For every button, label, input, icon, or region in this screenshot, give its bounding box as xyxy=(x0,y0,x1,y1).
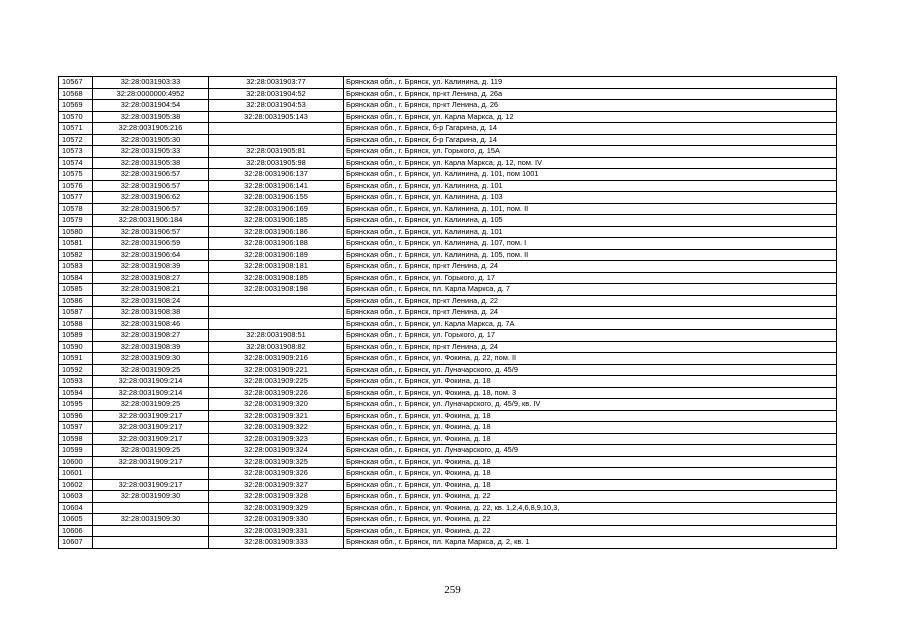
object-number-cell: 32:28:0031906:188 xyxy=(209,238,344,250)
address-cell: Брянская обл., г. Брянск, ул. Горького, д. 17 xyxy=(344,330,837,342)
address-cell: Брянская обл., г. Брянск, ул. Фокина, д. 18 xyxy=(344,433,837,445)
row-index-cell: 10592 xyxy=(59,364,93,376)
row-index-cell: 10589 xyxy=(59,330,93,342)
cadastral-number-cell: 32:28:0031909:25 xyxy=(93,399,209,411)
row-index-cell: 10570 xyxy=(59,111,93,123)
address-cell: Брянская обл., г. Брянск, ул. Фокина, д. 22, кв. 1,2,4,6,8,9,10,3, xyxy=(344,502,837,514)
cadastral-number-cell: 32:28:0031909:25 xyxy=(93,445,209,457)
table-row xyxy=(59,88,837,100)
address-cell: Брянская обл., г. Брянск, ул. Луначарского, д. 45/9 xyxy=(344,445,837,457)
cadastral-number-cell: 32:28:0031908:39 xyxy=(93,261,209,273)
cadastral-number-cell: 32:28:0031905:38 xyxy=(93,111,209,123)
row-index-cell: 10583 xyxy=(59,261,93,273)
object-number-cell xyxy=(209,318,344,330)
object-number-cell: 32:28:0031909:328 xyxy=(209,491,344,503)
cadastral-number-cell: 32:28:0031908:27 xyxy=(93,272,209,284)
address-cell: Брянская обл., г. Брянск, ул. Карла Маркса, д. 7А xyxy=(344,318,837,330)
address-cell: Брянская обл., г. Брянск, ул. Фокина, д. 22 xyxy=(344,525,837,537)
address-cell: Брянская обл., г. Брянск, ул. Фокина, д. 18 xyxy=(344,456,837,468)
cadastral-number-cell: 32:28:0031903:33 xyxy=(93,77,209,89)
table-row xyxy=(59,410,837,422)
object-number-cell: 32:28:0031909:330 xyxy=(209,514,344,526)
cadastral-number-cell: 32:28:0031906:57 xyxy=(93,169,209,181)
row-index-cell: 10580 xyxy=(59,226,93,238)
object-number-cell xyxy=(209,307,344,319)
table-row xyxy=(59,295,837,307)
address-cell: Брянская обл., г. Брянск, ул. Фокина, д. 22, пом. II xyxy=(344,353,837,365)
table-row xyxy=(59,468,837,480)
table-row xyxy=(59,203,837,215)
row-index-cell: 10603 xyxy=(59,491,93,503)
cadastral-number-cell: 32:28:0031905:30 xyxy=(93,134,209,146)
table-row xyxy=(59,399,837,411)
object-number-cell xyxy=(209,123,344,135)
row-index-cell: 10573 xyxy=(59,146,93,158)
row-index-cell: 10572 xyxy=(59,134,93,146)
object-number-cell: 32:28:0031909:333 xyxy=(209,537,344,549)
address-cell: Брянская обл., г. Брянск, ул. Горького, д. 17 xyxy=(344,272,837,284)
cadastral-number-cell: 32:28:0031904:54 xyxy=(93,100,209,112)
address-cell: Брянская обл., г. Брянск, ул. Калинина, д. 107, пом. I xyxy=(344,238,837,250)
cadastral-number-cell: 32:28:0031908:38 xyxy=(93,307,209,319)
address-cell: Брянская обл., г. Брянск, пр-кт Ленина, д. 22 xyxy=(344,295,837,307)
table-row xyxy=(59,238,837,250)
cadastral-table xyxy=(58,76,837,549)
object-number-cell: 32:28:0031908:198 xyxy=(209,284,344,296)
object-number-cell: 32:28:0031906:141 xyxy=(209,180,344,192)
row-index-cell: 10602 xyxy=(59,479,93,491)
cadastral-number-cell: 32:28:0031906:64 xyxy=(93,249,209,261)
cadastral-number-cell: 32:28:0031909:217 xyxy=(93,456,209,468)
address-cell: Брянская обл., г. Брянск, б-р Гагарина, д. 14 xyxy=(344,134,837,146)
table-row xyxy=(59,307,837,319)
cadastral-number-cell: 32:28:0031908:39 xyxy=(93,341,209,353)
address-cell: Брянская обл., г. Брянск, ул. Калинина, д. 105 xyxy=(344,215,837,227)
row-index-cell: 10579 xyxy=(59,215,93,227)
table-body xyxy=(59,77,837,549)
address-cell: Брянская обл., г. Брянск, пл. Карла Маркса, д. 7 xyxy=(344,284,837,296)
row-index-cell: 10588 xyxy=(59,318,93,330)
cadastral-number-cell: 32:28:0031909:30 xyxy=(93,514,209,526)
address-cell: Брянская обл., г. Брянск, пр-кт Ленина, д. 24 xyxy=(344,261,837,273)
cadastral-number-cell: 32:28:0031906:62 xyxy=(93,192,209,204)
table-row xyxy=(59,433,837,445)
table-row xyxy=(59,146,837,158)
object-number-cell: 32:28:0031908:82 xyxy=(209,341,344,353)
row-index-cell: 10600 xyxy=(59,456,93,468)
row-index-cell: 10606 xyxy=(59,525,93,537)
cadastral-number-cell: 32:28:0031908:27 xyxy=(93,330,209,342)
table-row xyxy=(59,111,837,123)
row-index-cell: 10586 xyxy=(59,295,93,307)
object-number-cell: 32:28:0031909:324 xyxy=(209,445,344,457)
address-cell: Брянская обл., г. Брянск, ул. Горького, д. 15А xyxy=(344,146,837,158)
table-row xyxy=(59,123,837,135)
address-cell: Брянская обл., г. Брянск, ул. Фокина, д. 18 xyxy=(344,410,837,422)
row-index-cell: 10575 xyxy=(59,169,93,181)
address-cell: Брянская обл., г. Брянск, пр-кт Ленина, д. 26а xyxy=(344,88,837,100)
table-row xyxy=(59,249,837,261)
object-number-cell: 32:28:0031909:225 xyxy=(209,376,344,388)
cadastral-number-cell xyxy=(93,502,209,514)
object-number-cell: 32:28:0031906:155 xyxy=(209,192,344,204)
row-index-cell: 10569 xyxy=(59,100,93,112)
address-cell: Брянская обл., г. Брянск, ул. Калинина, д. 101, пом. II xyxy=(344,203,837,215)
object-number-cell: 32:28:0031908:185 xyxy=(209,272,344,284)
address-cell: Брянская обл., г. Брянск, ул. Калинина, д. 101 xyxy=(344,226,837,238)
table-row xyxy=(59,525,837,537)
address-cell: Брянская обл., г. Брянск, ул. Фокина, д. 18, пом. 3 xyxy=(344,387,837,399)
address-cell: Брянская обл., г. Брянск, пл. Карла Маркса, д. 2, кв. 1 xyxy=(344,537,837,549)
cadastral-number-cell: 32:28:0031905:216 xyxy=(93,123,209,135)
row-index-cell: 10593 xyxy=(59,376,93,388)
table-row xyxy=(59,514,837,526)
page-number: 259 xyxy=(444,584,461,596)
row-index-cell: 10576 xyxy=(59,180,93,192)
cadastral-number-cell: 32:28:0031909:25 xyxy=(93,364,209,376)
table-row xyxy=(59,376,837,388)
object-number-cell: 32:28:0031906:185 xyxy=(209,215,344,227)
object-number-cell: 32:28:0031904:52 xyxy=(209,88,344,100)
table-row xyxy=(59,364,837,376)
row-index-cell: 10581 xyxy=(59,238,93,250)
object-number-cell: 32:28:0031906:169 xyxy=(209,203,344,215)
table-row xyxy=(59,180,837,192)
row-index-cell: 10597 xyxy=(59,422,93,434)
object-number-cell: 32:28:0031909:329 xyxy=(209,502,344,514)
cadastral-number-cell: 32:28:0031909:30 xyxy=(93,353,209,365)
address-cell: Брянская обл., г. Брянск, ул. Фокина, д. 22 xyxy=(344,491,837,503)
cadastral-number-cell: 32:28:0031905:33 xyxy=(93,146,209,158)
table-row xyxy=(59,445,837,457)
row-index-cell: 10578 xyxy=(59,203,93,215)
cadastral-number-cell: 32:28:0031905:38 xyxy=(93,157,209,169)
address-cell: Брянская обл., г. Брянск, ул. Фокина, д. 22 xyxy=(344,514,837,526)
address-cell: Брянская обл., г. Брянск, ул. Фокина, д. 18 xyxy=(344,468,837,480)
table-row xyxy=(59,169,837,181)
table-row xyxy=(59,502,837,514)
row-index-cell: 10574 xyxy=(59,157,93,169)
row-index-cell: 10601 xyxy=(59,468,93,480)
row-index-cell: 10598 xyxy=(59,433,93,445)
object-number-cell xyxy=(209,295,344,307)
cadastral-number-cell: 32:28:0000000:4952 xyxy=(93,88,209,100)
table-row xyxy=(59,353,837,365)
cadastral-number-cell: 32:28:0031909:217 xyxy=(93,422,209,434)
object-number-cell: 32:28:0031908:181 xyxy=(209,261,344,273)
object-number-cell: 32:28:0031909:226 xyxy=(209,387,344,399)
address-cell: Брянская обл., г. Брянск, ул. Карла Маркса, д. 12 xyxy=(344,111,837,123)
row-index-cell: 10604 xyxy=(59,502,93,514)
object-number-cell: 32:28:0031909:320 xyxy=(209,399,344,411)
row-index-cell: 10585 xyxy=(59,284,93,296)
row-index-cell: 10571 xyxy=(59,123,93,135)
cadastral-number-cell: 32:28:0031908:21 xyxy=(93,284,209,296)
address-cell: Брянская обл., г. Брянск, пр-кт Ленина, д. 26 xyxy=(344,100,837,112)
row-index-cell: 10590 xyxy=(59,341,93,353)
cadastral-number-cell: 32:28:0031906:57 xyxy=(93,180,209,192)
table-row xyxy=(59,479,837,491)
address-cell: Брянская обл., г. Брянск, ул. Калинина, д. 101, пом 1001 xyxy=(344,169,837,181)
object-number-cell: 32:28:0031905:98 xyxy=(209,157,344,169)
cadastral-number-cell: 32:28:0031906:184 xyxy=(93,215,209,227)
cadastral-number-cell: 32:28:0031906:57 xyxy=(93,203,209,215)
table-row xyxy=(59,330,837,342)
cadastral-number-cell: 32:28:0031909:214 xyxy=(93,387,209,399)
object-number-cell: 32:28:0031906:137 xyxy=(209,169,344,181)
object-number-cell: 32:28:0031909:331 xyxy=(209,525,344,537)
object-number-cell: 32:28:0031906:186 xyxy=(209,226,344,238)
row-index-cell: 10594 xyxy=(59,387,93,399)
table-row xyxy=(59,134,837,146)
address-cell: Брянская обл., г. Брянск, ул. Луначарского, д. 45/9, кв. IV xyxy=(344,399,837,411)
address-cell: Брянская обл., г. Брянск, ул. Калинина, д. 103 xyxy=(344,192,837,204)
object-number-cell: 32:28:0031906:189 xyxy=(209,249,344,261)
object-number-cell: 32:28:0031905:81 xyxy=(209,146,344,158)
row-index-cell: 10577 xyxy=(59,192,93,204)
row-index-cell: 10587 xyxy=(59,307,93,319)
table-row xyxy=(59,318,837,330)
object-number-cell: 32:28:0031909:221 xyxy=(209,364,344,376)
table-row xyxy=(59,226,837,238)
cadastral-number-cell: 32:28:0031906:59 xyxy=(93,238,209,250)
object-number-cell: 32:28:0031905:143 xyxy=(209,111,344,123)
table-row xyxy=(59,272,837,284)
address-cell: Брянская обл., г. Брянск, ул. Фокина, д. 18 xyxy=(344,376,837,388)
object-number-cell: 32:28:0031904:53 xyxy=(209,100,344,112)
address-cell: Брянская обл., г. Брянск, ул. Луначарского, д. 45/9 xyxy=(344,364,837,376)
cadastral-number-cell: 32:28:0031909:217 xyxy=(93,410,209,422)
table-row xyxy=(59,100,837,112)
row-index-cell: 10591 xyxy=(59,353,93,365)
row-index-cell: 10607 xyxy=(59,537,93,549)
row-index-cell: 10568 xyxy=(59,88,93,100)
table-row xyxy=(59,341,837,353)
object-number-cell: 32:28:0031908:51 xyxy=(209,330,344,342)
cadastral-number-cell xyxy=(93,525,209,537)
object-number-cell: 32:28:0031909:321 xyxy=(209,410,344,422)
object-number-cell xyxy=(209,134,344,146)
row-index-cell: 10584 xyxy=(59,272,93,284)
cadastral-number-cell: 32:28:0031906:57 xyxy=(93,226,209,238)
table-row xyxy=(59,387,837,399)
cadastral-number-cell xyxy=(93,468,209,480)
object-number-cell: 32:28:0031903:77 xyxy=(209,77,344,89)
row-index-cell: 10582 xyxy=(59,249,93,261)
table-row xyxy=(59,215,837,227)
table-row xyxy=(59,192,837,204)
address-cell: Брянская обл., г. Брянск, ул. Карла Маркса, д. 12, пом. IV xyxy=(344,157,837,169)
address-cell: Брянская обл., г. Брянск, ул. Фокина, д. 18 xyxy=(344,479,837,491)
object-number-cell: 32:28:0031909:322 xyxy=(209,422,344,434)
cadastral-number-cell: 32:28:0031908:24 xyxy=(93,295,209,307)
table-row xyxy=(59,422,837,434)
object-number-cell: 32:28:0031909:327 xyxy=(209,479,344,491)
table-row xyxy=(59,491,837,503)
table-row xyxy=(59,261,837,273)
object-number-cell: 32:28:0031909:326 xyxy=(209,468,344,480)
address-cell: Брянская обл., г. Брянск, ул. Калинина, д. 119 xyxy=(344,77,837,89)
row-index-cell: 10605 xyxy=(59,514,93,526)
object-number-cell: 32:28:0031909:323 xyxy=(209,433,344,445)
table-row xyxy=(59,537,837,549)
address-cell: Брянская обл., г. Брянск, ул. Калинина, д. 105, пом. II xyxy=(344,249,837,261)
row-index-cell: 10596 xyxy=(59,410,93,422)
address-cell: Брянская обл., г. Брянск, пр-кт Ленина, д. 24 xyxy=(344,307,837,319)
cadastral-number-cell: 32:28:0031909:214 xyxy=(93,376,209,388)
address-cell: Брянская обл., г. Брянск, пр-кт Ленина, д. 24 xyxy=(344,341,837,353)
address-cell: Брянская обл., г. Брянск, ул. Фокина, д. 18 xyxy=(344,422,837,434)
cadastral-number-cell xyxy=(93,537,209,549)
cadastral-number-cell: 32:28:0031908:46 xyxy=(93,318,209,330)
row-index-cell: 10567 xyxy=(59,77,93,89)
table-row xyxy=(59,284,837,296)
row-index-cell: 10595 xyxy=(59,399,93,411)
address-cell: Брянская обл., г. Брянск, ул. Калинина, д. 101 xyxy=(344,180,837,192)
table-row xyxy=(59,77,837,89)
table-row xyxy=(59,456,837,468)
cadastral-number-cell: 32:28:0031909:217 xyxy=(93,433,209,445)
row-index-cell: 10599 xyxy=(59,445,93,457)
object-number-cell: 32:28:0031909:216 xyxy=(209,353,344,365)
table-row xyxy=(59,157,837,169)
object-number-cell: 32:28:0031909:325 xyxy=(209,456,344,468)
cadastral-number-cell: 32:28:0031909:217 xyxy=(93,479,209,491)
cadastral-number-cell: 32:28:0031909:30 xyxy=(93,491,209,503)
address-cell: Брянская обл., г. Брянск, б-р Гагарина, д. 14 xyxy=(344,123,837,135)
